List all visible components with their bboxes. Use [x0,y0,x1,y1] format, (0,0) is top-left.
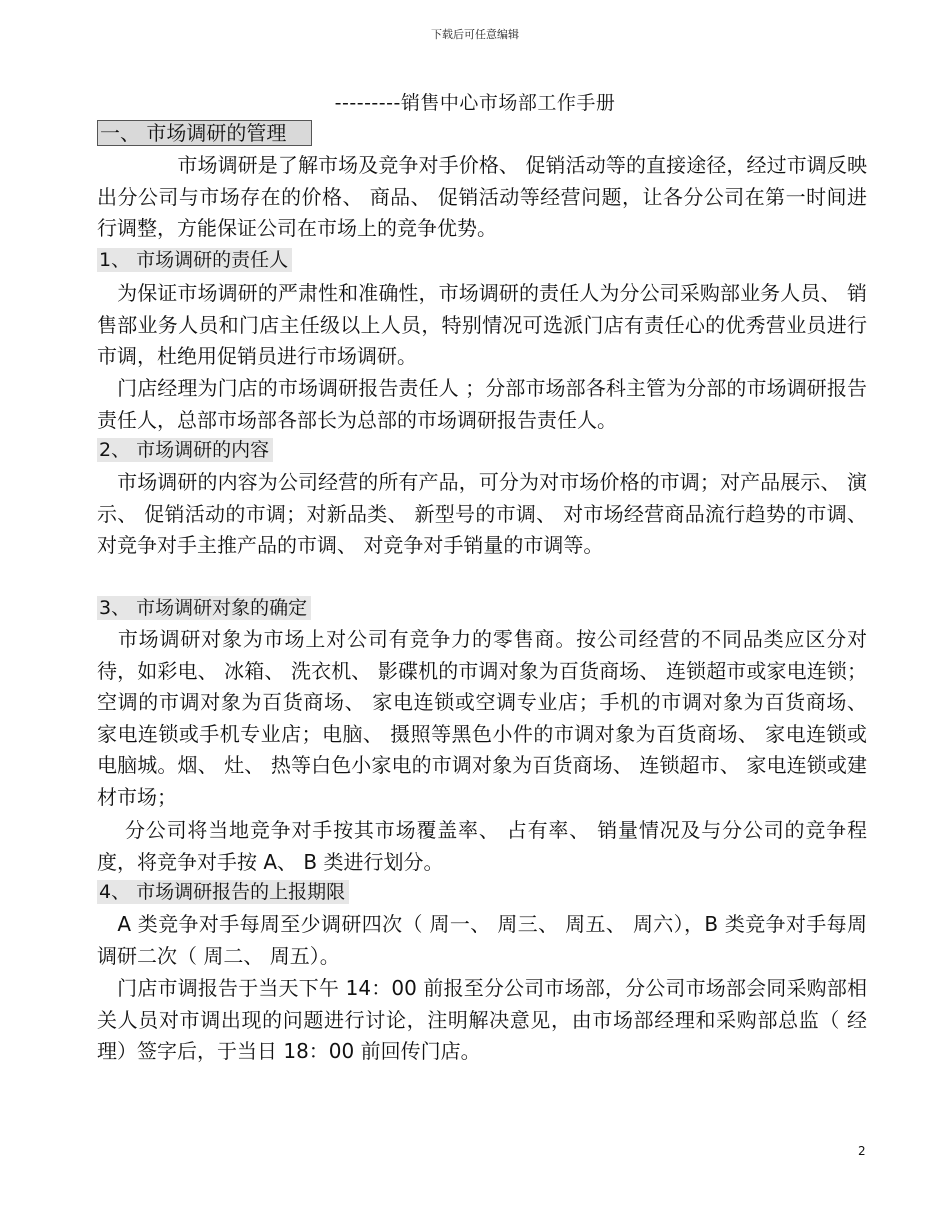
page-number: 2 [858,1144,866,1158]
section-heading-2: 2、 市场调研的内容 [97,438,273,462]
section-3-paragraph-2: 分公司将当地竞争对手按其市场覆盖率、 占有率、 销量情况及与分公司的竞争程度，将竞争对手按 A、 B 类进行划分。 [97,818,867,874]
section-4-paragraph-1: A 类竞争对手每周至少调研四次（ 周一、 周三、 周五、 周六），B 类竞争对手每周调研二次（ 周二、 周五）。 [97,912,867,968]
section-1-paragraph-2: 门店经理为门店的市场调研报告责任人 ；分部市场部各科主管为分部的市场调研报告责任人，总部市场部各部长为总部的市场调研报告责任人。 [97,376,867,432]
main-heading: 一、 市场调研的管理 [97,120,312,146]
section-heading-4: 4、 市场调研报告的上报期限 [97,880,349,904]
section-heading-3: 3、 市场调研对象的确定 [97,596,311,620]
section-2-paragraph-1: 市场调研的内容为公司经营的所有产品，可分为对市场价格的市调；对产品展示、 演示、 促销活动的市调；对新品类、 新型号的市调、 对市场经营商品流行趋势的市调、 对竞争对手主推产品的市调、 对竞争对手销量的市调等。 [97,470,867,557]
intro-paragraph: 市场调研是了解市场及竞争对手价格、 促销活动等的直接途径，经过市调反映出分公司与市场存在的价格、 商品、 促销活动等经营问题，让各分公司在第一时间进行调整，方能保证公司在市场上的竞争优势。 [97,153,867,240]
document-title: ---------销售中心市场部工作手册 [334,92,616,114]
section-3-paragraph-1: 市场调研对象为市场上对公司有竞争力的零售商。按公司经营的不同品类应区分对待，如彩电、 冰箱、 洗衣机、 影碟机的市调对象为百货商场、 连锁超市或家电连锁；空调的市调对象为百货商场、 家电连锁或空调专业店；手机的市调对象为百货商场、 家电连锁或手机专业店；电脑、 摄照等黑色小件的市调对象为百货商场、 家电连锁或电脑城。烟、 灶、 热等白色小家电的市调对象为百货商场、 连锁超市、 家电连锁或建材市场； [97,627,867,809]
section-4-paragraph-2: 门店市调报告于当天下午 14：00 前报至分公司市场部，分公司市场部会同采购部相关人员对市调出现的问题进行讨论，注明解决意见，由市场部经理和采购部总监（ 经理）签字后，于当日 18：00 前回传门店。 [97,976,867,1063]
section-1-paragraph-1: 为保证市场调研的严肃性和准确性，市场调研的责任人为分公司采购部业务人员、 销售部业务人员和门店主任级以上人员，特别情况可选派门店有责任心的优秀营业员进行市调，杜绝用促销员进行市场调研。 [97,281,867,368]
header-note: 下载后可任意编辑 [431,28,519,41]
section-heading-1: 1、 市场调研的责任人 [97,248,292,272]
